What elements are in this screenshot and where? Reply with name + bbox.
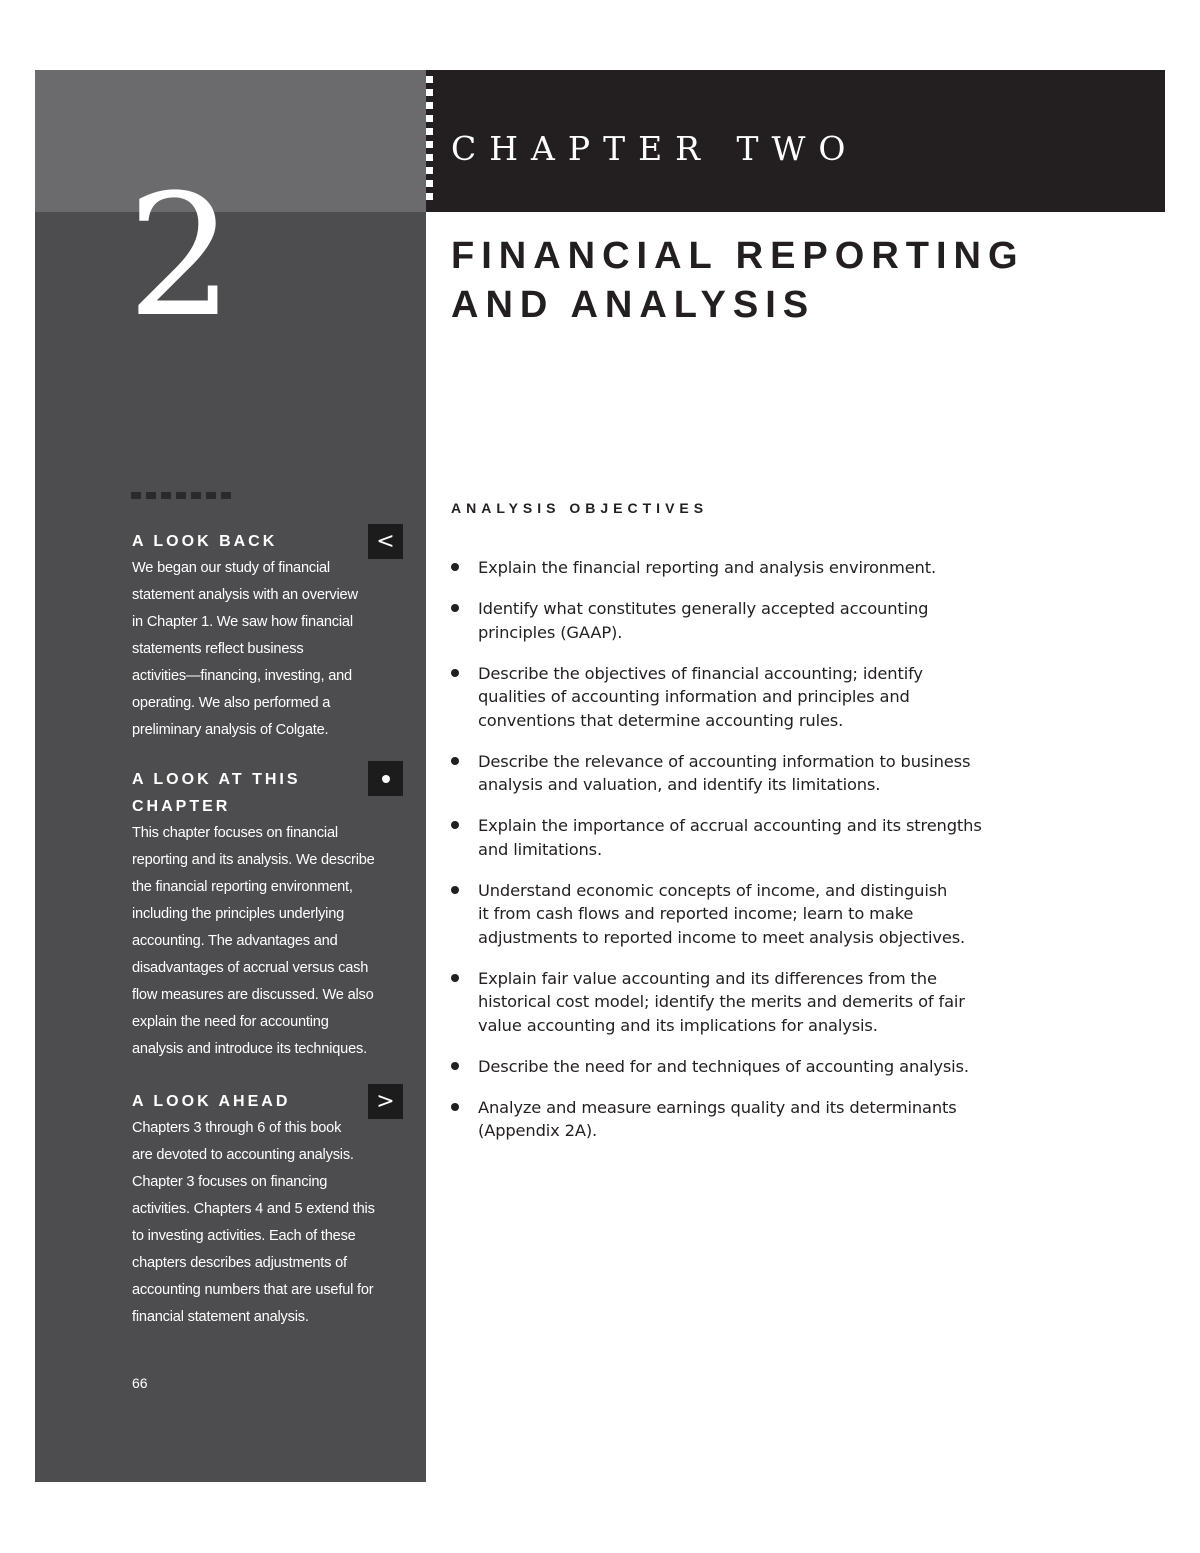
look-back-section bbox=[132, 528, 404, 744]
bullet-icon bbox=[451, 604, 459, 612]
bullet-icon bbox=[451, 563, 459, 571]
bullet-icon bbox=[368, 761, 403, 796]
page-number: 66 bbox=[132, 1375, 148, 1391]
list-item: Describe the objectives of financial accounting; identify qualities of accounting information and principles and conventions that determine accounting rules. bbox=[451, 662, 1041, 733]
list-item: Explain the financial reporting and analysis environment. bbox=[451, 556, 1041, 580]
chevron-left-icon: < bbox=[368, 524, 403, 559]
look-at-this-chapter-heading: A LOOK AT THIS CHAPTER bbox=[132, 771, 301, 815]
chapter-number: 2 bbox=[127, 158, 234, 354]
chapter-label: CHAPTER TWO bbox=[451, 129, 859, 168]
bullet-icon bbox=[451, 974, 459, 982]
look-at-this-chapter-section bbox=[132, 766, 404, 1063]
bullet-icon bbox=[451, 1103, 459, 1111]
chapter-header-bar bbox=[426, 70, 1165, 212]
bullet-icon bbox=[451, 886, 459, 894]
objectives-heading: ANALYSIS OBJECTIVES bbox=[451, 500, 709, 516]
look-ahead-section bbox=[132, 1088, 404, 1331]
look-ahead-heading: A LOOK AHEAD bbox=[132, 1093, 291, 1110]
list-item: Describe the need for and techniques of accounting analysis. bbox=[451, 1055, 1041, 1079]
list-item: Describe the relevance of accounting information to business analysis and valuation, and identify its limitations. bbox=[451, 750, 1041, 797]
chapter-title: FINANCIAL REPORTING AND ANALYSIS bbox=[451, 235, 1025, 326]
bullet-icon bbox=[451, 757, 459, 765]
list-item: Explain the importance of accrual accounting and its strengths and limitations. bbox=[451, 814, 1041, 861]
list-item: Explain fair value accounting and its differences from the historical cost model; identify the merits and demerits of fair value accounting and its implications for analysis. bbox=[451, 967, 1041, 1038]
chevron-right-icon: > bbox=[368, 1084, 403, 1119]
objectives-list bbox=[451, 556, 1041, 1160]
bullet-icon bbox=[451, 1062, 459, 1070]
look-back-heading: A LOOK BACK bbox=[132, 533, 278, 550]
dotted-rule bbox=[426, 76, 433, 200]
bullet-icon bbox=[451, 821, 459, 829]
bullet-icon bbox=[451, 669, 459, 677]
look-at-this-chapter-text: This chapter focuses on financial reporting and its analysis. We describe the financial reporting environment, including the principles underlying accounting. The advantages and disadvantages of accrual versus cash flow measures are discussed. We also explain the need for accounting analysis and introduce its techniques. bbox=[132, 825, 375, 1057]
look-ahead-text: Chapters 3 through 6 of this book are devoted to accounting analysis. Chapter 3 focuses on financing activities. Chapters 4 and 5 extend this to investing activities. Each of these chapters describes adjustments of accounting numbers that are useful for financial statement analysis. bbox=[132, 1120, 375, 1325]
chapter-sidebar bbox=[35, 70, 426, 1482]
look-back-text: We began our study of financial statement analysis with an overview in Chapter 1. We saw how financial statements reflect business activities—financing, investing, and operating. We also performed a preliminary analysis of Colgate. bbox=[132, 560, 358, 738]
list-item: Understand economic concepts of income, and distinguish it from cash flows and reported income; learn to make adjustments to reported income to meet analysis objectives. bbox=[451, 879, 1041, 950]
section-divider bbox=[131, 492, 231, 499]
list-item: Analyze and measure earnings quality and its determinants (Appendix 2A). bbox=[451, 1096, 1041, 1143]
list-item: Identify what constitutes generally accepted accounting principles (GAAP). bbox=[451, 597, 1041, 644]
